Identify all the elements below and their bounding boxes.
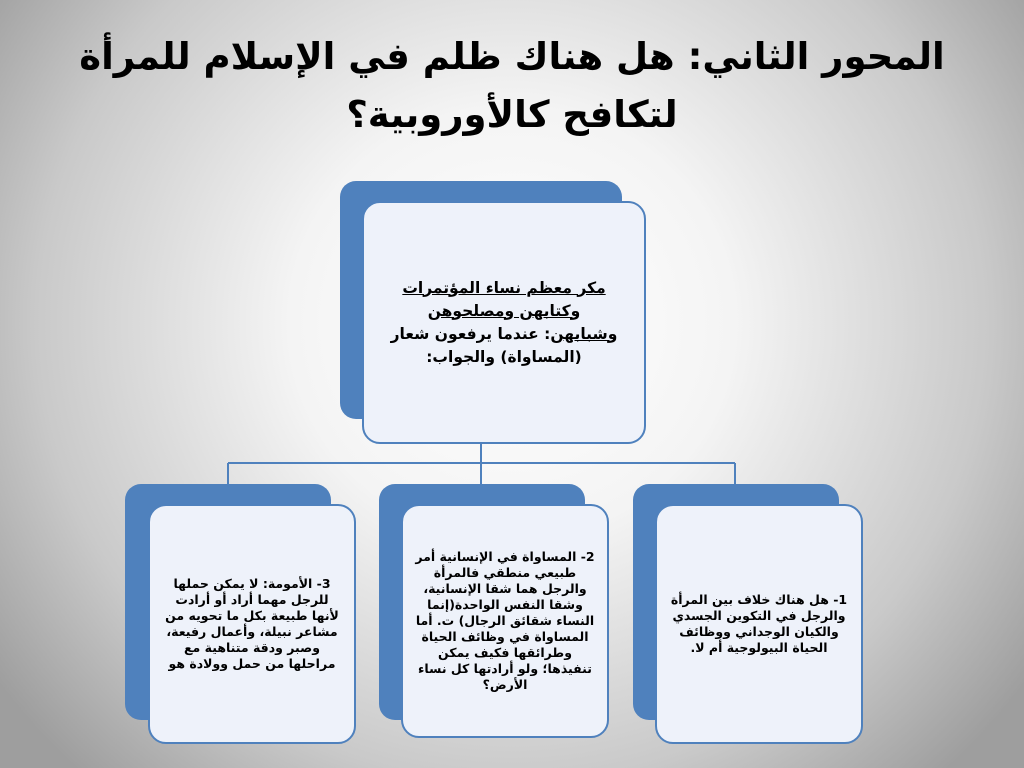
box-2-text: 2- المساواة في الإنسانية أمر طبيعي منطقي فالمرأة والرجل هما شقا الإنسانية، وشقا النفس الواحدة(إنما النساء شقائق الرجال) ت. أما المساواة في وظائف الحياة وطرائقها فكيف يمكن تنفيذها؛ ولو أرادتها كل نساء الأرض؟ xyxy=(415,549,595,692)
box-2-equality xyxy=(401,504,609,738)
box-1-difference xyxy=(655,504,863,744)
top-box-line-3-underlined: وشبابهن xyxy=(550,324,618,343)
box-1-text: 1- هل هناك خلاف بين المرأة والرجل في التكوين الجسدي والكيان الوجداني ووظائف الحياة البيولوجية أم لا. xyxy=(670,592,848,655)
slide-title-line-2: لتكافح كالأوروبية؟ xyxy=(346,93,678,136)
top-box-line-1: مكر معظم نساء المؤتمرات xyxy=(402,278,606,297)
top-box xyxy=(362,201,646,444)
slide-title-line-1: المحور الثاني: هل هناك ظلم في الإسلام للمرأة xyxy=(79,35,945,78)
box-3-motherhood xyxy=(148,504,356,744)
top-box-line-3-rest: : عندما يرفعون شعار xyxy=(390,324,551,343)
top-box-line-2: وكتابهن ومصلحوهن xyxy=(427,301,581,320)
top-box-line-3 xyxy=(374,323,634,346)
top-box-line-4: (المساواة) والجواب: xyxy=(426,347,582,366)
box-3-text: 3- الأمومة: لا يمكن حملها للرجل مهما أراد أو أرادت لأنها طبيعة بكل ما تحويه من مشاعر نبيلة، وأعمال رفيعة، وصبر ودقة متناهية مع مراحلها من حمل وولادة هو xyxy=(165,576,339,671)
